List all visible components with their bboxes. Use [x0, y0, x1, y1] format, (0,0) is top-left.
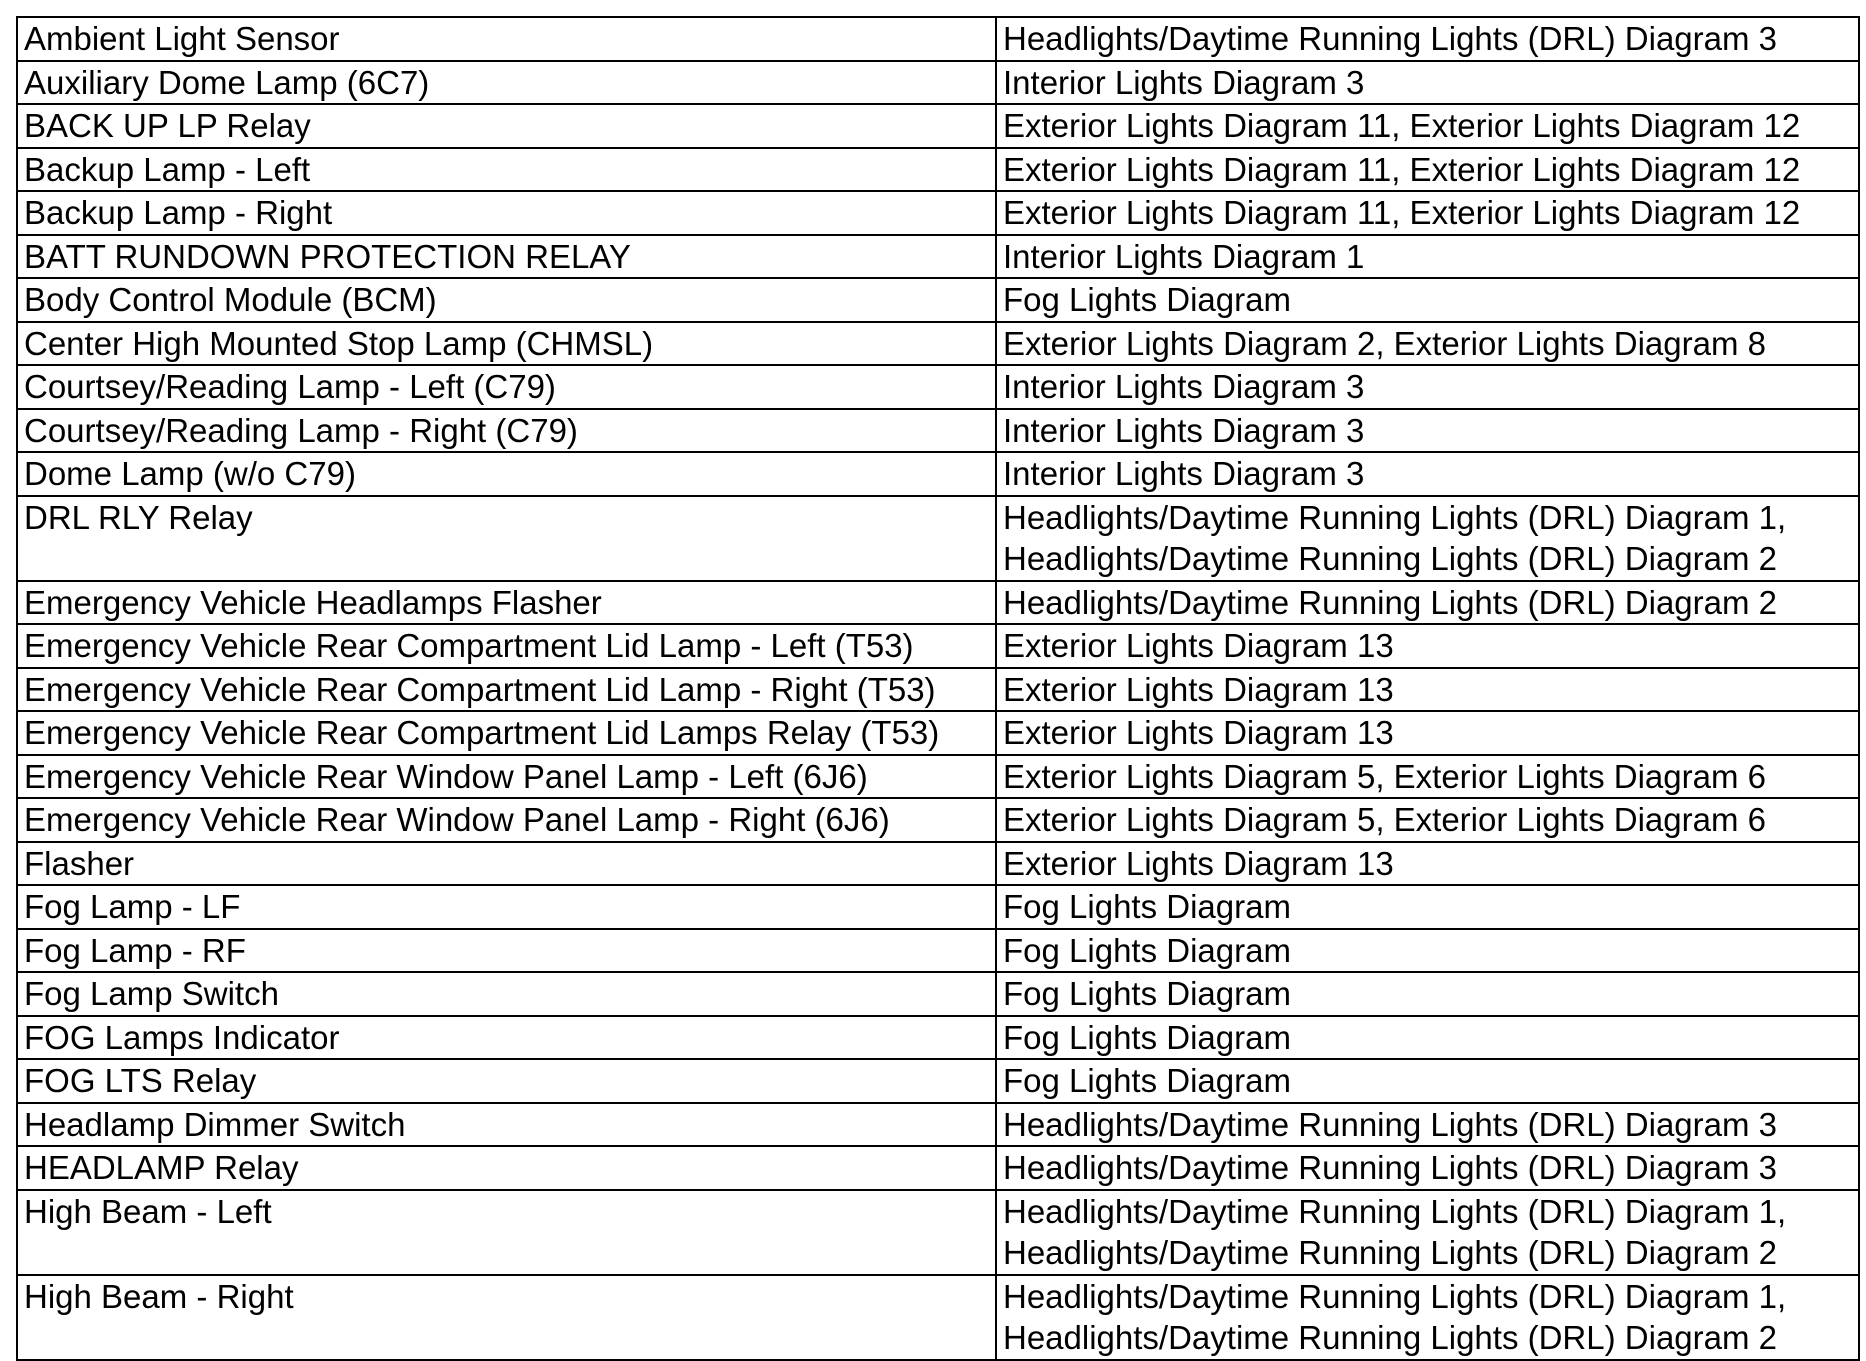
diagram-reference-cell — [996, 624, 1859, 668]
diagram-reference-line: Exterior Lights Diagram 11, Exterior Lights Diagram 12 — [1003, 150, 1801, 188]
table-row — [17, 409, 1859, 453]
table-row — [17, 235, 1859, 279]
diagram-reference-cell — [996, 1103, 1859, 1147]
diagram-reference-line: Headlights/Daytime Running Lights (DRL) Diagram 1, — [1003, 1192, 1787, 1230]
table-row — [17, 581, 1859, 625]
table-row — [17, 278, 1859, 322]
diagram-reference-cell — [996, 322, 1859, 366]
component-name-cell: Fog Lamp Switch — [17, 972, 996, 1016]
table-row — [17, 929, 1859, 973]
table-row — [17, 711, 1859, 755]
diagram-reference-cell — [996, 409, 1859, 453]
diagram-reference-cell — [996, 972, 1859, 1016]
component-name-cell: Emergency Vehicle Rear Compartment Lid Lamps Relay (T53) — [17, 711, 996, 755]
component-name-cell: FOG Lamps Indicator — [17, 1016, 996, 1060]
component-name-cell: Headlamp Dimmer Switch — [17, 1103, 996, 1147]
diagram-reference-line: Exterior Lights Diagram 11, Exterior Lights Diagram 12 — [1003, 107, 1801, 144]
component-name-cell: FOG LTS Relay — [17, 1059, 996, 1103]
diagram-reference-line: Fog Lights Diagram — [1003, 931, 1291, 969]
table-row — [17, 1146, 1859, 1190]
component-name-cell: Courtsey/Reading Lamp - Right (C79) — [17, 409, 996, 453]
diagram-reference-cell — [996, 1190, 1859, 1275]
component-name-cell: Courtsey/Reading Lamp - Left (C79) — [17, 365, 996, 409]
component-name-cell: Emergency Vehicle Rear Compartment Lid Lamp - Right (T53) — [17, 668, 996, 712]
table-row — [17, 17, 1859, 61]
diagram-reference-cell — [996, 278, 1859, 322]
table-row — [17, 496, 1859, 581]
diagram-reference-cell — [996, 61, 1859, 105]
diagram-reference-cell — [996, 148, 1859, 192]
diagram-reference-cell — [996, 668, 1859, 712]
component-name-cell: Flasher — [17, 842, 996, 886]
diagram-reference-cell — [996, 17, 1859, 61]
table-row — [17, 1275, 1859, 1360]
table-row — [17, 191, 1859, 235]
component-name-cell: Auxiliary Dome Lamp (6C7) — [17, 61, 996, 105]
diagram-reference-line: Fog Lights Diagram — [1003, 888, 1291, 925]
table-row — [17, 1059, 1859, 1103]
component-name-cell: High Beam - Left — [17, 1190, 996, 1275]
table-row — [17, 842, 1859, 886]
table-row — [17, 148, 1859, 192]
component-name-cell: Center High Mounted Stop Lamp (CHMSL) — [17, 322, 996, 366]
table-row — [17, 1190, 1859, 1275]
component-name-cell: Fog Lamp - LF — [17, 885, 996, 929]
table-row — [17, 1103, 1859, 1147]
diagram-reference-line: Exterior Lights Diagram 13 — [1003, 627, 1394, 664]
diagram-reference-cell — [996, 1016, 1859, 1060]
diagram-reference-cell — [996, 496, 1859, 581]
component-name-cell: High Beam - Right — [17, 1275, 996, 1360]
component-name-cell: Backup Lamp - Left — [17, 148, 996, 192]
component-name-cell: Dome Lamp (w/o C79) — [17, 452, 996, 496]
component-name-cell: BATT RUNDOWN PROTECTION RELAY — [17, 235, 996, 279]
diagram-reference-cell — [996, 104, 1859, 148]
table-body — [17, 17, 1859, 1360]
diagram-reference-line: Exterior Lights Diagram 5, Exterior Lights Diagram 6 — [1003, 757, 1766, 795]
component-index-table — [16, 16, 1860, 1361]
component-name-cell: Fog Lamp - RF — [17, 929, 996, 973]
component-name-cell: Emergency Vehicle Headlamps Flasher — [17, 581, 996, 625]
table-row — [17, 798, 1859, 842]
diagram-reference-cell — [996, 711, 1859, 755]
diagram-reference-line: Interior Lights Diagram 3 — [1003, 368, 1365, 405]
diagram-reference-line: Headlights/Daytime Running Lights (DRL) Diagram 2 — [1003, 583, 1778, 621]
table-row — [17, 61, 1859, 105]
table-row — [17, 104, 1859, 148]
diagram-reference-cell — [996, 235, 1859, 279]
component-name-cell: Backup Lamp - Right — [17, 191, 996, 235]
table-row — [17, 885, 1859, 929]
diagram-reference-cell — [996, 842, 1859, 886]
diagram-reference-line: Interior Lights Diagram 3 — [1003, 455, 1365, 492]
diagram-reference-cell — [996, 1059, 1859, 1103]
diagram-reference-line: Headlights/Daytime Running Lights (DRL) Diagram 1, — [1003, 498, 1787, 536]
component-name-cell: BACK UP LP Relay — [17, 104, 996, 148]
diagram-reference-cell — [996, 452, 1859, 496]
diagram-reference-line: Headlights/Daytime Running Lights (DRL) Diagram 1, — [1003, 1277, 1787, 1315]
diagram-reference-line: Fog Lights Diagram — [1003, 1018, 1291, 1056]
component-name-cell: Emergency Vehicle Rear Window Panel Lamp - Right (6J6) — [17, 798, 996, 842]
diagram-reference-cell — [996, 365, 1859, 409]
diagram-reference-line: Exterior Lights Diagram 11, Exterior Lights Diagram 12 — [1003, 194, 1801, 231]
diagram-reference-cell — [996, 191, 1859, 235]
diagram-reference-line: Exterior Lights Diagram 13 — [1003, 844, 1394, 882]
diagram-reference-line: Interior Lights Diagram 3 — [1003, 63, 1365, 101]
diagram-reference-line: Exterior Lights Diagram 13 — [1003, 670, 1394, 708]
table-row — [17, 452, 1859, 496]
component-name-cell: HEADLAMP Relay — [17, 1146, 996, 1190]
diagram-reference-line: Headlights/Daytime Running Lights (DRL) Diagram 3 — [1003, 1105, 1778, 1143]
diagram-reference-line: Fog Lights Diagram — [1003, 281, 1291, 318]
diagram-reference-cell — [996, 798, 1859, 842]
table-row — [17, 755, 1859, 799]
diagram-reference-line: Exterior Lights Diagram 13 — [1003, 714, 1394, 751]
diagram-reference-line: Fog Lights Diagram — [1003, 1062, 1291, 1099]
diagram-reference-line: Headlights/Daytime Running Lights (DRL) Diagram 2 — [1003, 1234, 1778, 1271]
diagram-reference-line: Fog Lights Diagram — [1003, 975, 1291, 1012]
table-row — [17, 624, 1859, 668]
diagram-reference-line: Interior Lights Diagram 1 — [1003, 237, 1365, 275]
diagram-reference-line: Headlights/Daytime Running Lights (DRL) Diagram 3 — [1003, 20, 1778, 57]
diagram-reference-cell — [996, 1275, 1859, 1360]
component-name-cell: Emergency Vehicle Rear Window Panel Lamp - Left (6J6) — [17, 755, 996, 799]
diagram-reference-line: Headlights/Daytime Running Lights (DRL) Diagram 3 — [1003, 1149, 1778, 1186]
component-name-cell: Ambient Light Sensor — [17, 17, 996, 61]
diagram-reference-cell — [996, 581, 1859, 625]
component-name-cell: DRL RLY Relay — [17, 496, 996, 581]
diagram-reference-line: Exterior Lights Diagram 2, Exterior Lights Diagram 8 — [1003, 324, 1766, 362]
diagram-reference-line: Headlights/Daytime Running Lights (DRL) Diagram 2 — [1003, 540, 1778, 577]
table-row — [17, 1016, 1859, 1060]
table-row — [17, 668, 1859, 712]
component-name-cell: Body Control Module (BCM) — [17, 278, 996, 322]
diagram-reference-line: Exterior Lights Diagram 5, Exterior Lights Diagram 6 — [1003, 801, 1766, 838]
component-name-cell: Emergency Vehicle Rear Compartment Lid Lamp - Left (T53) — [17, 624, 996, 668]
table-row — [17, 365, 1859, 409]
table-row — [17, 972, 1859, 1016]
diagram-reference-cell — [996, 1146, 1859, 1190]
diagram-reference-cell — [996, 885, 1859, 929]
diagram-reference-cell — [996, 755, 1859, 799]
table-row — [17, 322, 1859, 366]
diagram-reference-cell — [996, 929, 1859, 973]
diagram-reference-line: Headlights/Daytime Running Lights (DRL) Diagram 2 — [1003, 1319, 1778, 1356]
diagram-reference-line: Interior Lights Diagram 3 — [1003, 411, 1365, 449]
